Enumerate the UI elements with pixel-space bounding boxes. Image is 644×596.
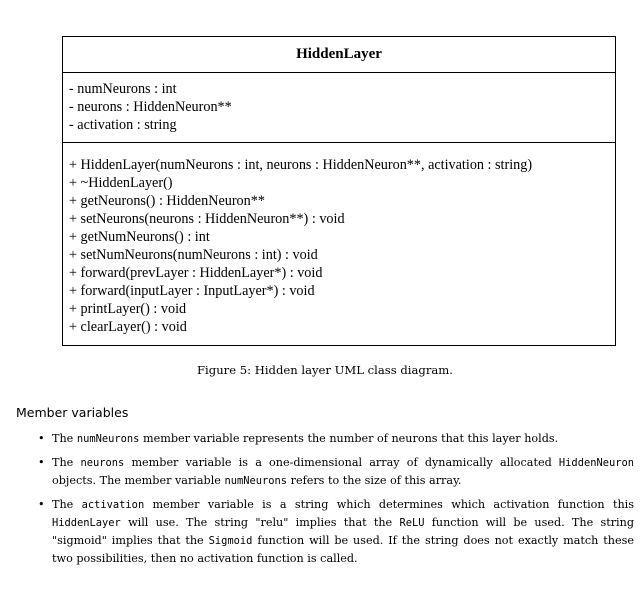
uml-method: + forward(prevLayer : HiddenLayer*) : void [69,265,323,281]
uml-attributes [63,73,615,143]
member-variable-list [38,430,634,573]
uml-attribute: - numNeurons : int [69,81,177,97]
bullet-text [52,498,634,565]
uml-method: + ~HiddenLayer() [69,175,173,191]
text-segment: function will be used. If the string does not exactly match these two possibilities, then no activation function is called. [52,534,634,565]
text-segment: The [52,498,82,511]
uml-method: + printLayer() : void [69,301,187,317]
section-heading: Member variables [16,405,129,420]
uml-method: + getNeurons() : HiddenNeuron** [69,193,265,209]
code-identifier: Sigmoid [208,535,253,547]
text-segment: The [52,456,81,469]
list-item [38,454,634,490]
figure-caption: Figure 5: Hidden layer UML class diagram. [197,363,453,377]
text-segment: member variable represents the number of neurons that this layer holds. [139,432,559,445]
uml-attribute: - neurons : HiddenNeuron** [69,99,232,115]
code-identifier: HiddenNeuron [558,457,634,469]
code-identifier: HiddenLayer [52,517,121,529]
uml-method: + setNumNeurons(numNeurons : int) : void [69,247,318,263]
list-item [38,430,634,448]
text-segment: member variable is a one-dimensional array of dynamically allocated [124,456,559,469]
uml-method: + forward(inputLayer : InputLayer*) : void [69,283,315,299]
uml-class-diagram [62,36,616,346]
code-identifier: numNeurons [76,433,140,445]
code-identifier: ReLU [399,517,425,529]
text-segment: member variable is a string which determines which activation function this [144,498,634,511]
bullet-icon: • [38,456,45,469]
uml-method: + HiddenLayer(numNeurons : int, neurons : HiddenNeuron**, activation : string) [69,157,533,173]
uml-method: + setNeurons(neurons : HiddenNeuron**) : void [69,211,345,227]
bullet-text [52,456,634,487]
list-item [38,496,634,567]
text-segment: refers to the size of this array. [287,474,462,487]
code-identifier: activation [81,499,145,511]
bullet-icon: • [38,432,45,445]
text-segment: objects. The member variable [52,474,225,487]
uml-attribute: - activation : string [69,117,177,133]
code-identifier: numNeurons [224,475,288,487]
code-identifier: neurons [80,457,125,469]
bullet-text [52,432,558,445]
uml-class-name: HiddenLayer [63,37,615,73]
uml-method: + getNumNeurons() : int [69,229,210,245]
text-segment: The [52,432,77,445]
bullet-icon: • [38,498,45,511]
text-segment: will use. The string "relu" implies that the [120,516,400,529]
uml-method: + clearLayer() : void [69,319,187,335]
text-segment: function will be used. The string "sigmoid" implies that the [52,516,634,547]
uml-methods [63,143,615,345]
